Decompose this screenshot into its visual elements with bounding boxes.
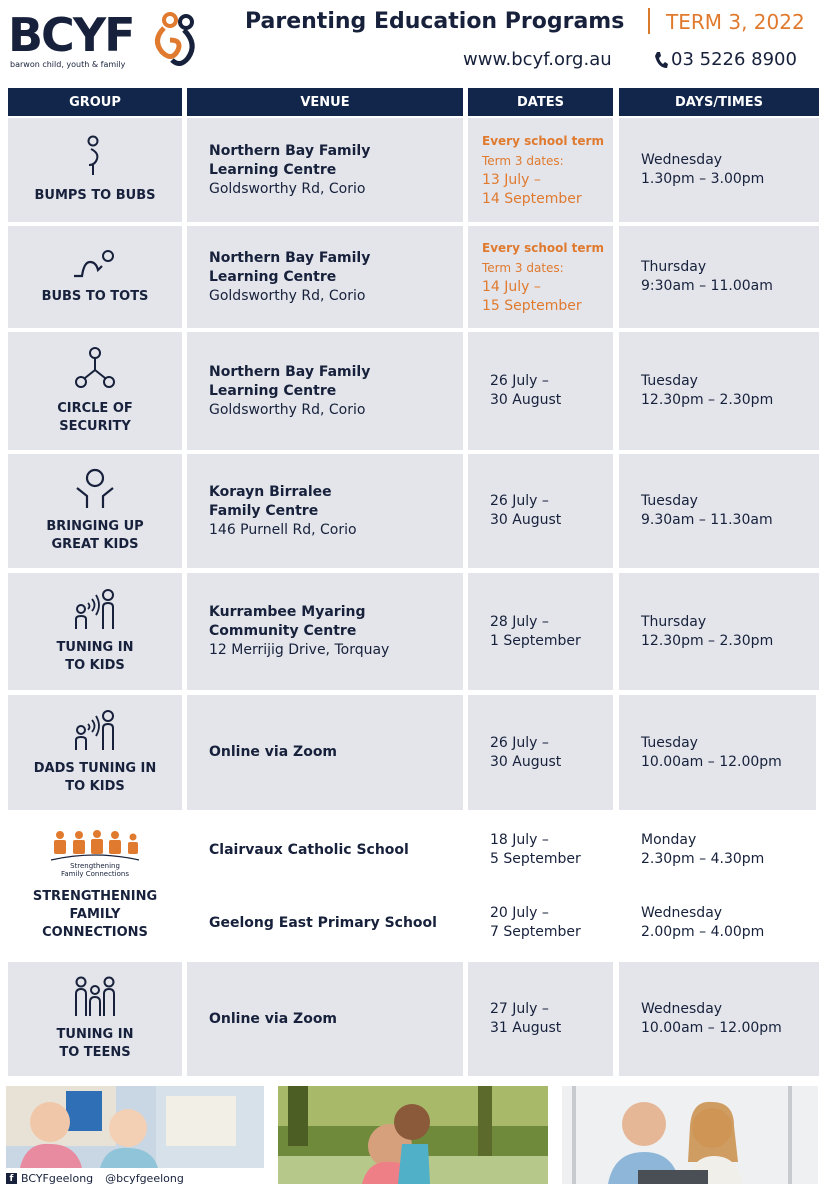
- column-header-venue: VENUE: [187, 88, 463, 116]
- table-row-group: [8, 573, 182, 690]
- day-label: Thursday: [641, 613, 707, 630]
- days-times-cell: [619, 962, 819, 1076]
- day-label: Tuesday: [641, 373, 698, 389]
- table-row-group: [8, 118, 182, 222]
- facebook-handle[interactable]: BCYFgeelong: [21, 1172, 94, 1185]
- group-name: BRINGING UP: [46, 519, 144, 534]
- parent-teen-photo-graphic: [562, 1086, 818, 1184]
- group-name: TO KIDS: [65, 657, 125, 673]
- venue-name: Northern Bay Family: [209, 249, 371, 266]
- group-name: GREAT KIDS: [51, 537, 139, 552]
- days-times-cell: [619, 695, 816, 810]
- time-label: 9:30am – 11.00am: [641, 278, 773, 294]
- dates-end: 30 August: [490, 512, 562, 528]
- time-label: 2.30pm – 4.30pm: [641, 851, 765, 867]
- table-row-group: [8, 332, 182, 450]
- dates-start: 26 July –: [490, 493, 549, 509]
- time-label: 10.00am – 12.00pm: [641, 1020, 782, 1036]
- child-arms-up-icon: [73, 468, 117, 510]
- venue-name: Clairvaux Catholic School: [209, 841, 409, 858]
- parent-child-talking-icon: [72, 710, 118, 752]
- family-group-icon: [73, 976, 117, 1018]
- venue-name: Family Centre: [209, 502, 319, 519]
- dates-start: 27 July –: [490, 1001, 549, 1017]
- venue-name: Geelong East Primary School: [209, 914, 437, 931]
- mother-child-photo-graphic: [278, 1086, 548, 1184]
- group-name: CIRCLE OF: [57, 401, 133, 416]
- venue-address: 12 Merrijig Drive, Torquay: [209, 642, 390, 658]
- dates-cell: [490, 830, 615, 870]
- venue-cell: [187, 226, 463, 328]
- phone-text: 03 5226 8900: [671, 49, 797, 70]
- time-label: 2.00pm – 4.00pm: [641, 924, 765, 940]
- group-name: STRENGTHENING: [32, 889, 158, 904]
- dates-end: 7 September: [490, 924, 581, 940]
- dates-start: 20 July –: [490, 905, 549, 921]
- website-link[interactable]: www.bcyf.org.au: [463, 49, 612, 70]
- day-label: Tuesday: [641, 493, 698, 509]
- day-label: Wednesday: [641, 152, 723, 168]
- days-times-cell: [619, 118, 819, 222]
- column-header-group: GROUP: [8, 88, 182, 116]
- group-name: FAMILY: [69, 907, 121, 922]
- dates-cell: [468, 573, 613, 690]
- day-label: Wednesday: [641, 1001, 723, 1017]
- dates-cell: [468, 332, 613, 450]
- pregnancy-icon: [85, 135, 105, 179]
- time-label: 12.30pm – 2.30pm: [641, 392, 774, 408]
- day-label: Thursday: [641, 259, 707, 275]
- venue-cell: [187, 454, 463, 568]
- venue-name: Community Centre: [209, 623, 357, 639]
- group-name: SECURITY: [59, 419, 131, 434]
- dates-end: 5 September: [490, 851, 581, 867]
- venue-cell: [187, 962, 463, 1076]
- group-name: BUMPS TO BUBS: [34, 188, 156, 203]
- crawling-baby-icon: [72, 248, 118, 280]
- table-row-group: [8, 962, 182, 1076]
- parent-child-talking-icon: [72, 589, 118, 631]
- group-name: TO KIDS: [65, 778, 125, 794]
- term-dates-label: Term 3 dates:: [482, 261, 564, 275]
- days-times-cell: [641, 903, 819, 943]
- days-times-cell: [619, 226, 819, 328]
- dates-cell: [468, 454, 613, 568]
- venue-cell: [187, 332, 463, 450]
- venue-name: Learning Centre: [209, 382, 337, 399]
- logo-text-line1: Strengthening: [70, 862, 120, 870]
- venue-address: 146 Purnell Rd, Corio: [209, 521, 357, 538]
- dates-start: 14 July –: [482, 279, 541, 295]
- venue-name: Learning Centre: [209, 268, 337, 285]
- logo-tagline: barwon child, youth & family: [10, 60, 126, 69]
- phone-number[interactable]: [654, 49, 797, 70]
- facebook-icon: f: [6, 1173, 17, 1184]
- venue-cell: [187, 573, 463, 690]
- every-term-label: Every school term: [482, 241, 604, 255]
- logo-text-line2: Family Connections: [60, 870, 130, 878]
- bcyf-logo: [8, 10, 198, 74]
- time-label: 9.30am – 11.30am: [641, 512, 773, 528]
- time-label: 10.00am – 12.00pm: [641, 753, 782, 770]
- table-row-group: [8, 226, 182, 328]
- babies-photo-graphic: [6, 1086, 264, 1168]
- dates-end: 30 August: [490, 753, 562, 770]
- table-row-group: [8, 814, 182, 958]
- group-name: CONNECTIONS: [42, 925, 148, 940]
- dates-cell: [468, 118, 613, 222]
- dates-end: 14 September: [482, 191, 582, 207]
- venue-cell: [187, 695, 463, 810]
- group-name: TUNING IN: [56, 639, 134, 655]
- dates-cell: [468, 226, 613, 328]
- group-name: TUNING IN: [56, 1027, 134, 1042]
- group-name: DADS TUNING IN: [33, 760, 157, 776]
- venue-address: Goldsworthy Rd, Corio: [209, 287, 366, 304]
- venue-name: Northern Bay Family: [209, 142, 371, 159]
- group-name: BUBS TO TOTS: [41, 289, 149, 304]
- logo-text: BCYF: [8, 8, 134, 62]
- time-label: 1.30pm – 3.00pm: [641, 171, 765, 187]
- days-times-cell: [619, 332, 819, 450]
- dates-start: 26 July –: [490, 373, 549, 389]
- day-label: Wednesday: [641, 905, 723, 921]
- dates-cell: [490, 903, 615, 943]
- venue-name: Kurrambee Myaring: [209, 604, 366, 620]
- dates-end: 1 September: [490, 632, 581, 649]
- babies-photo: [6, 1086, 264, 1168]
- dates-cell: [468, 962, 613, 1076]
- day-label: Tuesday: [641, 734, 698, 751]
- page-header: [0, 0, 824, 84]
- time-label: 12.30pm – 2.30pm: [641, 632, 774, 649]
- parent-and-teen-photo: [562, 1086, 818, 1184]
- term-label: TERM 3, 2022: [666, 10, 805, 34]
- term-dates-label: Term 3 dates:: [482, 154, 564, 168]
- network-circles-icon: [72, 346, 118, 392]
- venue-address: Goldsworthy Rd, Corio: [209, 401, 366, 418]
- page-title: Parenting Education Programs: [245, 9, 625, 34]
- instagram-handle[interactable]: @bcyfgeelong: [105, 1172, 184, 1185]
- venue-cell: [209, 903, 469, 943]
- venue-name: Learning Centre: [209, 161, 337, 178]
- dates-end: 15 September: [482, 298, 582, 314]
- logo-figures-icon: [144, 10, 204, 70]
- venue-name: Northern Bay Family: [209, 363, 371, 380]
- venue-cell: [187, 118, 463, 222]
- venue-name: Online via Zoom: [209, 1010, 338, 1027]
- dates-end: 31 August: [490, 1020, 562, 1036]
- days-times-cell: [641, 830, 819, 870]
- table-row-group: [8, 695, 182, 810]
- venue-name: Korayn Birralee: [209, 483, 332, 500]
- dates-start: 18 July –: [490, 832, 549, 848]
- venue-name: Online via Zoom: [209, 744, 338, 760]
- title-divider: [648, 8, 650, 34]
- group-name: TO TEENS: [59, 1045, 131, 1060]
- social-links: [6, 1172, 184, 1185]
- days-times-cell: [619, 573, 819, 690]
- days-times-cell: [619, 454, 819, 568]
- venue-address: Goldsworthy Rd, Corio: [209, 180, 366, 197]
- dates-start: 26 July –: [490, 734, 549, 751]
- day-label: Monday: [641, 832, 697, 848]
- venue-cell: [209, 830, 469, 870]
- strengthening-family-connections-logo: [47, 830, 143, 878]
- phone-icon: [654, 51, 668, 69]
- column-header-days-times: DAYS/TIMES: [619, 88, 819, 116]
- mother-and-child-photo: [278, 1086, 548, 1184]
- dates-end: 30 August: [490, 392, 562, 408]
- dates-start: 13 July –: [482, 172, 541, 188]
- dates-start: 28 July –: [490, 613, 549, 630]
- every-term-label: Every school term: [482, 134, 604, 148]
- table-row-group: [8, 454, 182, 568]
- column-header-dates: DATES: [468, 88, 613, 116]
- dates-cell: [468, 695, 613, 810]
